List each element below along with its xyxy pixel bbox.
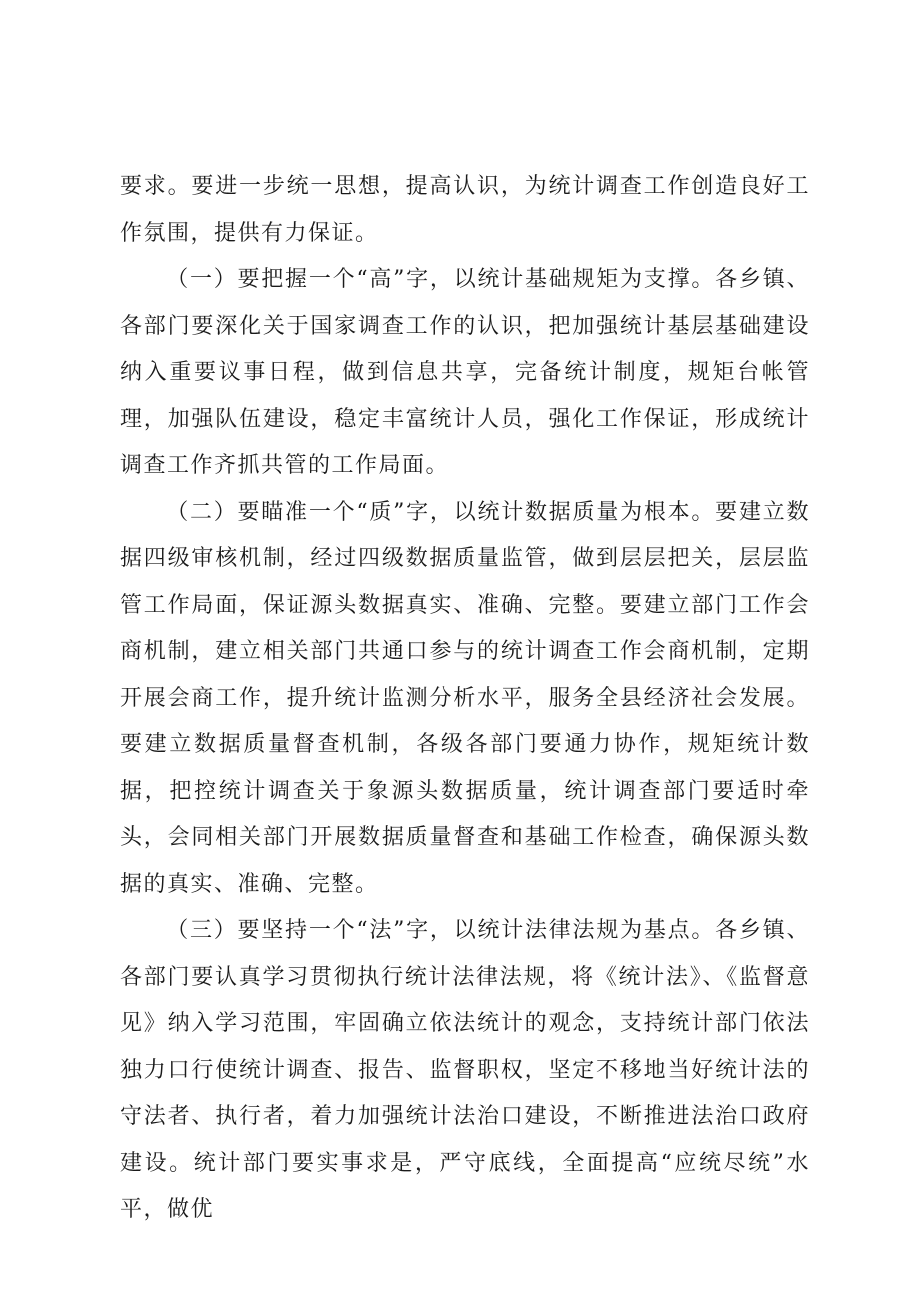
paragraph-intro: 要求。要进一步统一思想，提高认识，为统计调查工作创造良好工作氛围，提供有力保证。	[120, 174, 810, 246]
paragraph-section-three: （三）要坚持一个“法”字，以统计法律法规为基点。各乡镇、各部门要认真学习贯彻执行统计法律法规，将《统计法》、《监督意见》纳入学习范围，牢固确立依法统计的观念，支持统计部门依法独力口行使统计调查、报告、监督职权，坚定不移地当好统计法的守法者、执行者，着力加强统计法治口建设，不断推进法治口政府建设。统计部门要实事求是，严守底线，全面提高“应统尽统”水平，做优	[120, 918, 810, 1222]
paragraph-section-one: （一）要把握一个“高”字，以统计基础规矩为支撑。各乡镇、各部门要深化关于国家调查工作的认识，把加强统计基层基础建设纳入重要议事日程，做到信息共享，完备统计制度，规矩台帐管理，加强队伍建设，稳定丰富统计人员，强化工作保证，形成统计调查工作齐抓共管的工作局面。	[120, 267, 810, 478]
paragraph-section-two: （二）要瞄准一个“质”字，以统计数据质量为根本。要建立数据四级审核机制，经过四级数据质量监管，做到层层把关，层层监管工作局面，保证源头数据真实、准确、完整。要建立部门工作会商机制，建立相关部门共通口参与的统计调查工作会商机制，定期开展会商工作，提升统计监测分析水平，服务全县经济社会发展。要建立数据质量督查机制，各级各部门要通力协作，规矩统计数据，把控统计调查关于象源头数据质量，统计调查部门要适时牵头，会同相关部门开展数据质量督查和基础工作检查，确保源头数据的真实、准确、完整。	[120, 499, 810, 897]
document-body	[120, 164, 810, 1234]
